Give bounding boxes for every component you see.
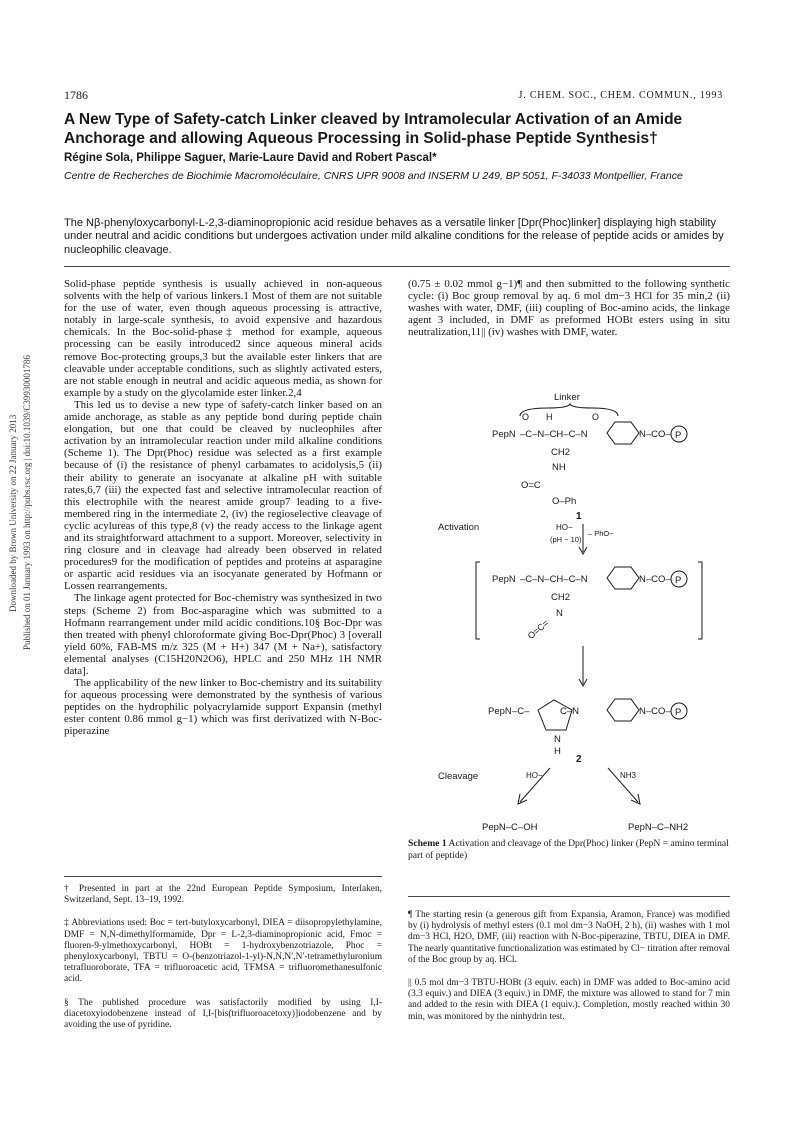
body-right-column <box>408 278 730 338</box>
footnote-rule-right <box>408 896 730 897</box>
support-label: P <box>675 430 682 441</box>
pep-label: PepN <box>488 706 512 717</box>
paragraph: The applicability of the new linker to Boc-chemistry and its suitability for aqueous processing were demonstrated by the synthesis of various peptides on the hydrophilic polyacrylamide support Expansin (methyl ester content 0.86 mmol g−1) which was first derivatized with N-Boc-piperazine <box>64 677 382 738</box>
paragraph: (0.75 ± 0.02 mmol g−1)¶ and then submitted to the following synthetic cycle: (i) Boc group removal by aq. 6 mol dm−3 HCl for 35 min,2 (ii) washes with water, DMF, (iii) coupling of Boc-amino acids, the linkage agent 3 included, in DMF as preformed HOBt esters using in situ neutralization,11|| (iv) washes with DMF, water. <box>408 278 730 339</box>
phenoxide-label: – PhO− <box>588 529 614 538</box>
sidebar-published: Published on 01 January 1993 on http://pubs.rsc.org | doi:10.1039/C39930001786 <box>22 355 32 650</box>
paragraph: The linkage agent protected for Boc-chemistry was synthesized in two steps (Scheme 2) from Boc-asparagine which was submitted to a Hofmann rearrangement under mild acidic conditions.10§ Boc-Dpr was then treated with phenyl chloroformate giving Boc-Dpr(Phoc) 3 [overall yield 60%, FAB-MS m/z 325 (M + H+) 347 (M + Na+), satisfactory elemental analyses (C15H20N2O6), HPLC and 250 MHz 1H NMR data]. <box>64 592 382 677</box>
chain-fragment: –C–N–CH–C–N <box>520 574 588 585</box>
nco-fragment: N–CO– <box>639 706 671 717</box>
ch2-label: CH2 <box>551 592 571 603</box>
activation-label: Activation <box>438 522 480 533</box>
linker-brace <box>520 404 618 416</box>
abstract: The Nβ-phenyloxycarbonyl-L-2,3-diaminopropionic acid residue behaves as a versatile linker [Dpr(Phoc)linker] displaying high stability under neutral and acidic conditions but undergoes activation under mild alkaline conditions for the release of peptide acids or amides by nucleophilic cleavage. <box>64 217 724 256</box>
acid-product: PepN–C–OH <box>482 822 538 833</box>
page-number: 1786 <box>64 88 88 102</box>
ring-amide: C–N <box>560 706 580 717</box>
ring-n: N <box>554 734 561 745</box>
affiliation: Centre de Recherches de Biochimie Macromoléculaire, CNRS UPR 9008 and INSERM U 249, BP 5051, F-34033 Montpellier, France <box>64 170 683 182</box>
scheme-1-diagram <box>408 364 738 844</box>
paragraph: This led us to devise a new type of safety-catch linker based on an amide anchorage, as stable as any peptide bond during peptide chain elongation, but one that could be cleaved by nucleophiles after activation by an intramolecular reaction under mild alkaline conditions (Scheme 1). The Dpr(Phoc) residue was selected as a first example because of (i) the resistance of phenyl carbamates to acidolysis,5 (ii) their ability to generate an isocyanate at alkaline pH with suitable rates,6,7 (iii) the expected fast and selective intramolecular reaction of this electrophile with the nearest amide group7 leading to a five-membered ring in the intermediate 2, (iv) the regioselective cleavage of cyclic acylureas of this type,8 (v) the ready access to the linkage agent and its straightforward attachment to a support. Moreover, selectivity in ring closure and in cleavage had already been observed in related procedures9 for the modification of peptides and proteins at asparagine or aspartic acid residues via an isocyanate generated by Hofmann or Lossen rearrangements. <box>64 398 382 593</box>
sidebar-downloaded: Downloaded by Brown University on 22 January 2013 <box>8 414 18 612</box>
ph-label: (pH ~ 10) <box>550 535 582 544</box>
piperazine-ring <box>607 422 639 444</box>
linker-label: Linker <box>554 392 580 403</box>
nco-fragment: N–CO– <box>639 574 671 585</box>
oxygen-label: O <box>592 412 600 422</box>
abstract-rule <box>64 266 730 267</box>
footnotes-left <box>64 884 382 1043</box>
hydroxide-label: HO− <box>526 771 543 780</box>
hydrogen-label: H <box>546 412 553 422</box>
chain-fragment: –C–N–CH–C–N <box>520 429 588 440</box>
oxygen-label: O <box>522 412 530 422</box>
pep-label: PepN <box>492 574 516 585</box>
ch2-label: CH2 <box>551 447 571 458</box>
pep-label: PepN <box>492 429 516 440</box>
piperazine-ring <box>607 567 639 589</box>
footnote-rule-left <box>64 876 382 877</box>
article-title: A New Type of Safety-catch Linker cleaved by Intramolecular Activation of an Amide Anchorage and allowing Aqueous Processing in Solid-phase Peptide Synthesis† <box>64 111 683 147</box>
authors: Régine Sola, Philippe Saguer, Marie-Laure David and Robert Pascal* <box>64 152 437 164</box>
support-label: P <box>675 575 682 586</box>
ring-h: H <box>554 746 561 757</box>
cleavage-label: Cleavage <box>438 771 479 782</box>
hydroxide-label: HO− <box>556 523 573 532</box>
footnote: ‡ Abbreviations used: Boc = tert-butyloxycarbonyl, DIEA = diisopropylethylamine, DMF = N,N-dimethylformamide, Dpr = L-2,3-diaminopropionic acid, Fmoc = fluoren-9-ylmethoxycarbonyl, HOBt = 1-hydroxybenzotriazole, Phoc = phenyloxycarbonyl, TBTU = O-(benzotriazol-1-yl)-N,N,N′,N′-tetramethyluronium tetrafluoroborate, TFA = trifluoroacetic acid, TFMSA = trifluoromethanesulfonic acid. <box>64 918 382 985</box>
footnote: † Presented in part at the 22nd European Peptide Symposium, Interlaken, Switzerland, Sept. 13–19, 1992. <box>64 884 382 906</box>
caption-label: Scheme 1 <box>408 838 447 849</box>
nco-fragment: N–CO– <box>639 429 671 440</box>
piperazine-ring <box>607 699 639 721</box>
ammonia-label: NH3 <box>620 771 637 780</box>
body-left-column <box>64 278 382 738</box>
support-label: P <box>675 707 682 718</box>
ring-carbon: –C– <box>512 706 530 717</box>
n-label: N <box>556 608 563 619</box>
scheme-caption <box>408 838 730 861</box>
isocyanate-label: O=C= <box>525 617 551 642</box>
journal-header: J. CHEM. SOC., CHEM. COMMUN., 1993 <box>518 90 723 101</box>
compound-2-label: 2 <box>576 754 582 765</box>
footnote: || 0.5 mol dm−3 TBTU-HOBt (3 equiv. each) in DMF was added to Boc-amino acid (3.3 equiv.) and DIEA (3 equiv.) in DMF, the mixture was allowed to stand for 7 min and added to the resin with DIEA (1 equiv.). Completion, mostly reached within 30 min, was monitored by the ninhydrin test. <box>408 978 730 1022</box>
carbonyl-label: O=C <box>521 480 541 491</box>
nh-label: NH <box>552 462 566 473</box>
caption-text: Activation and cleavage of the Dpr(Phoc) linker (PepN = amino terminal part of peptide) <box>408 838 729 861</box>
paragraph: Solid-phase peptide synthesis is usually achieved in non-aqueous solvents with the help of various linkers.1 Most of them are not suitable for the use of water, even though aqueous processing is attractive, notably in large-scale synthesis, to avoid expensive and hazardous chemicals. In the Boc-solid-phase‡ method for example, aqueous processing can be easily introduced2 since aqueous mineral acids remove Boc-protecting groups,3 but the available ester linkers that are cleavable under acceptable conditions, such as slightly activated esters, are not stable enough in neutral and acidic aqueous media, as shown for example by a study on the glycolamide ester linker.2,4 <box>64 278 382 399</box>
footnote: § The published procedure was satisfactorily modified by using I,I-diacetoxyiodobenzene instead of I,I-[bis(trifluoroacetoxy)]iodobenzene and by avoiding the use of pyridine. <box>64 997 382 1031</box>
footnote: ¶ The starting resin (a generous gift from Expansia, Aramon, France) was modified by (i) hydrolysis of methyl esters (0.1 mol dm−3 NaOH, 2 h), (ii) washes with 1 mol dm−3 HCl, H2O, DMF, (iii) reaction with N-Boc-piperazine, TBTU, DIEA in DMF. The nearly quantitative functionalization was estimated by Cl− titration after removal of the Boc group by aq. HCl. <box>408 910 730 965</box>
ophenyl-label: O–Ph <box>552 496 577 507</box>
footnotes-right <box>408 910 730 1035</box>
amide-product: PepN–C–NH2 <box>628 822 689 833</box>
compound-1-label: 1 <box>576 511 582 522</box>
